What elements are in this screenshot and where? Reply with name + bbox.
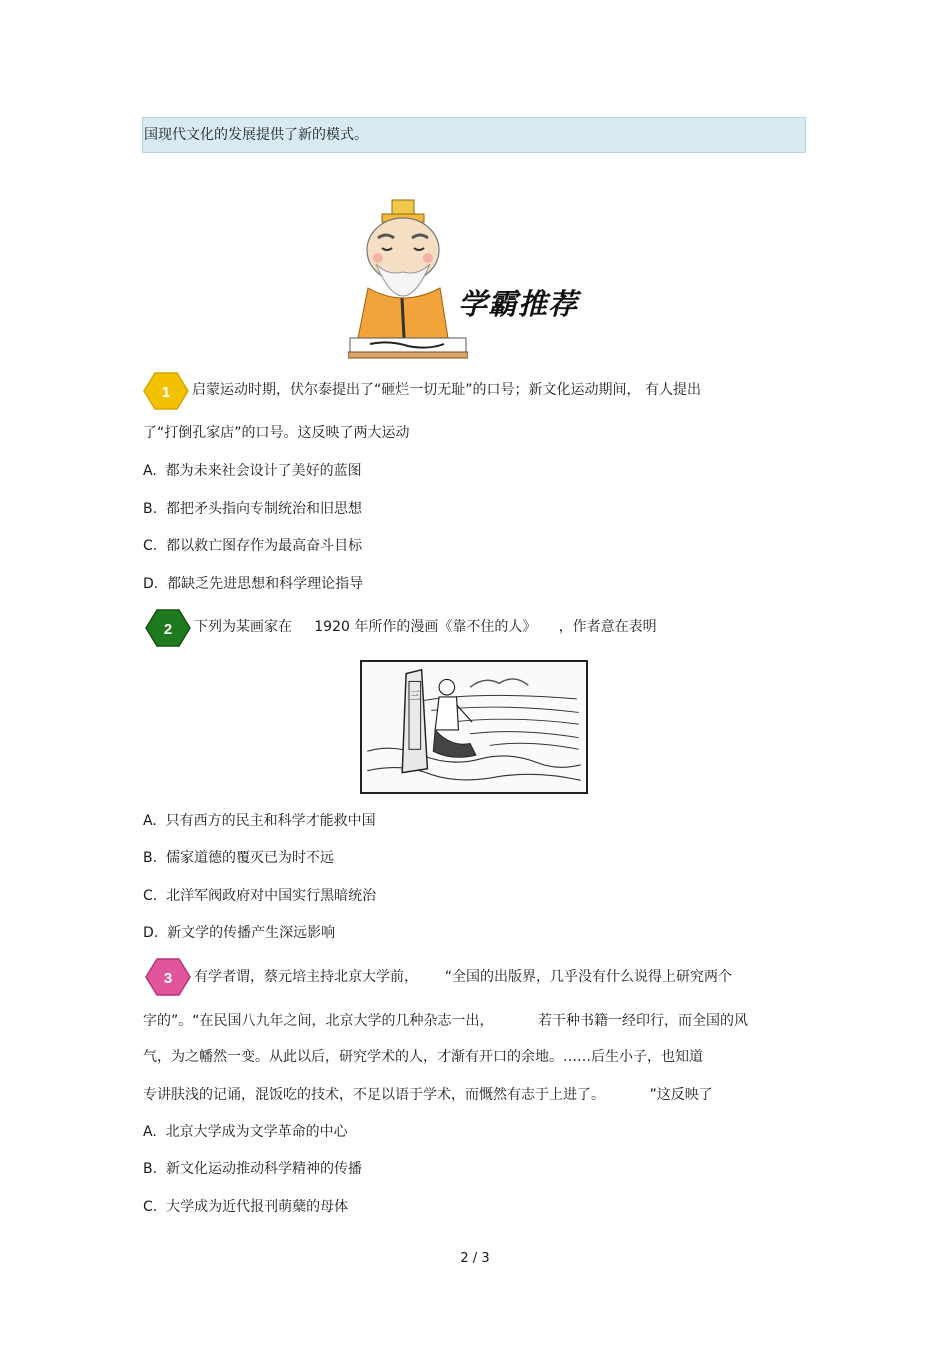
continued-text-box	[142, 117, 806, 153]
question-2-option-d: D. 新文学的传播产生深远影响	[143, 925, 336, 941]
question-3-line-2: 字的”。“在民国八九年之间，北京大学的几种杂志一出， 若干种书籍一经印行，而全国的风	[143, 1013, 749, 1029]
question-3-number: 3	[163, 970, 173, 987]
question-1-line-1: 启蒙运动时期，伏尔泰提出了“砸烂一切无耻”的口号；新文化运动期间， 有人提出	[192, 382, 701, 398]
question-3-option-a: A. 北京大学成为文学革命的中心	[143, 1124, 348, 1140]
question-1-option-d: D. 都缺乏先进思想和科学理论指导	[143, 576, 364, 592]
question-1-option-b: B. 都把矛头指向专制统治和旧思想	[143, 501, 362, 517]
question-1-line-2: 了“打倒孔家店”的口号。这反映了两大运动	[143, 425, 410, 441]
question-1-badge-icon	[143, 371, 189, 411]
question-2-option-a: A. 只有西方的民主和科学才能救中国	[143, 813, 376, 829]
question-3-option-c: C. 大学成为近代报刊萌蘖的母体	[143, 1199, 349, 1215]
cartoon-unreliable-person	[360, 660, 588, 794]
question-1-option-c: C. 都以救亡图存作为最高奋斗目标	[143, 538, 363, 554]
question-2-option-b: B. 儒家道德的覆灭已为时不远	[143, 850, 334, 866]
question-2-option-c: C. 北洋军阀政府对中国实行黑暗统治	[143, 888, 377, 904]
question-3-line-4: 专讲肤浅的记诵，混饭吃的技术，不足以语于学术，而慨然有志于上进了。 ”这反映了	[143, 1087, 713, 1103]
post-inscription: 三	[409, 688, 421, 702]
question-2-number: 2	[163, 621, 173, 638]
page-number: 2 / 3	[460, 1251, 490, 1266]
question-1-number: 1	[161, 384, 171, 401]
question-1-option-a: A. 都为未来社会设计了美好的蓝图	[143, 463, 362, 479]
confucius-illustration	[348, 198, 468, 360]
continued-text: 国现代文化的发展提供了新的模式。	[144, 127, 368, 143]
question-2-line-1: 下列为某画家在 1920 年所作的漫画《靠不住的人》 ，作者意在表明	[194, 619, 657, 635]
banner-title: 学霸推荐	[458, 287, 579, 321]
question-3-line-3: 气，为之幡然一变。从此以后，研究学术的人，才渐有开口的余地。……后生小子，也知道	[143, 1049, 703, 1065]
question-3-line-1: 有学者谓，蔡元培主持北京大学前， “全国的出版界，几乎没有什么说得上研究两个	[194, 969, 732, 985]
question-3-badge-icon	[145, 957, 191, 997]
question-3-option-b: B. 新文化运动推动科学精神的传播	[143, 1161, 362, 1177]
question-2-badge-icon	[145, 608, 191, 648]
